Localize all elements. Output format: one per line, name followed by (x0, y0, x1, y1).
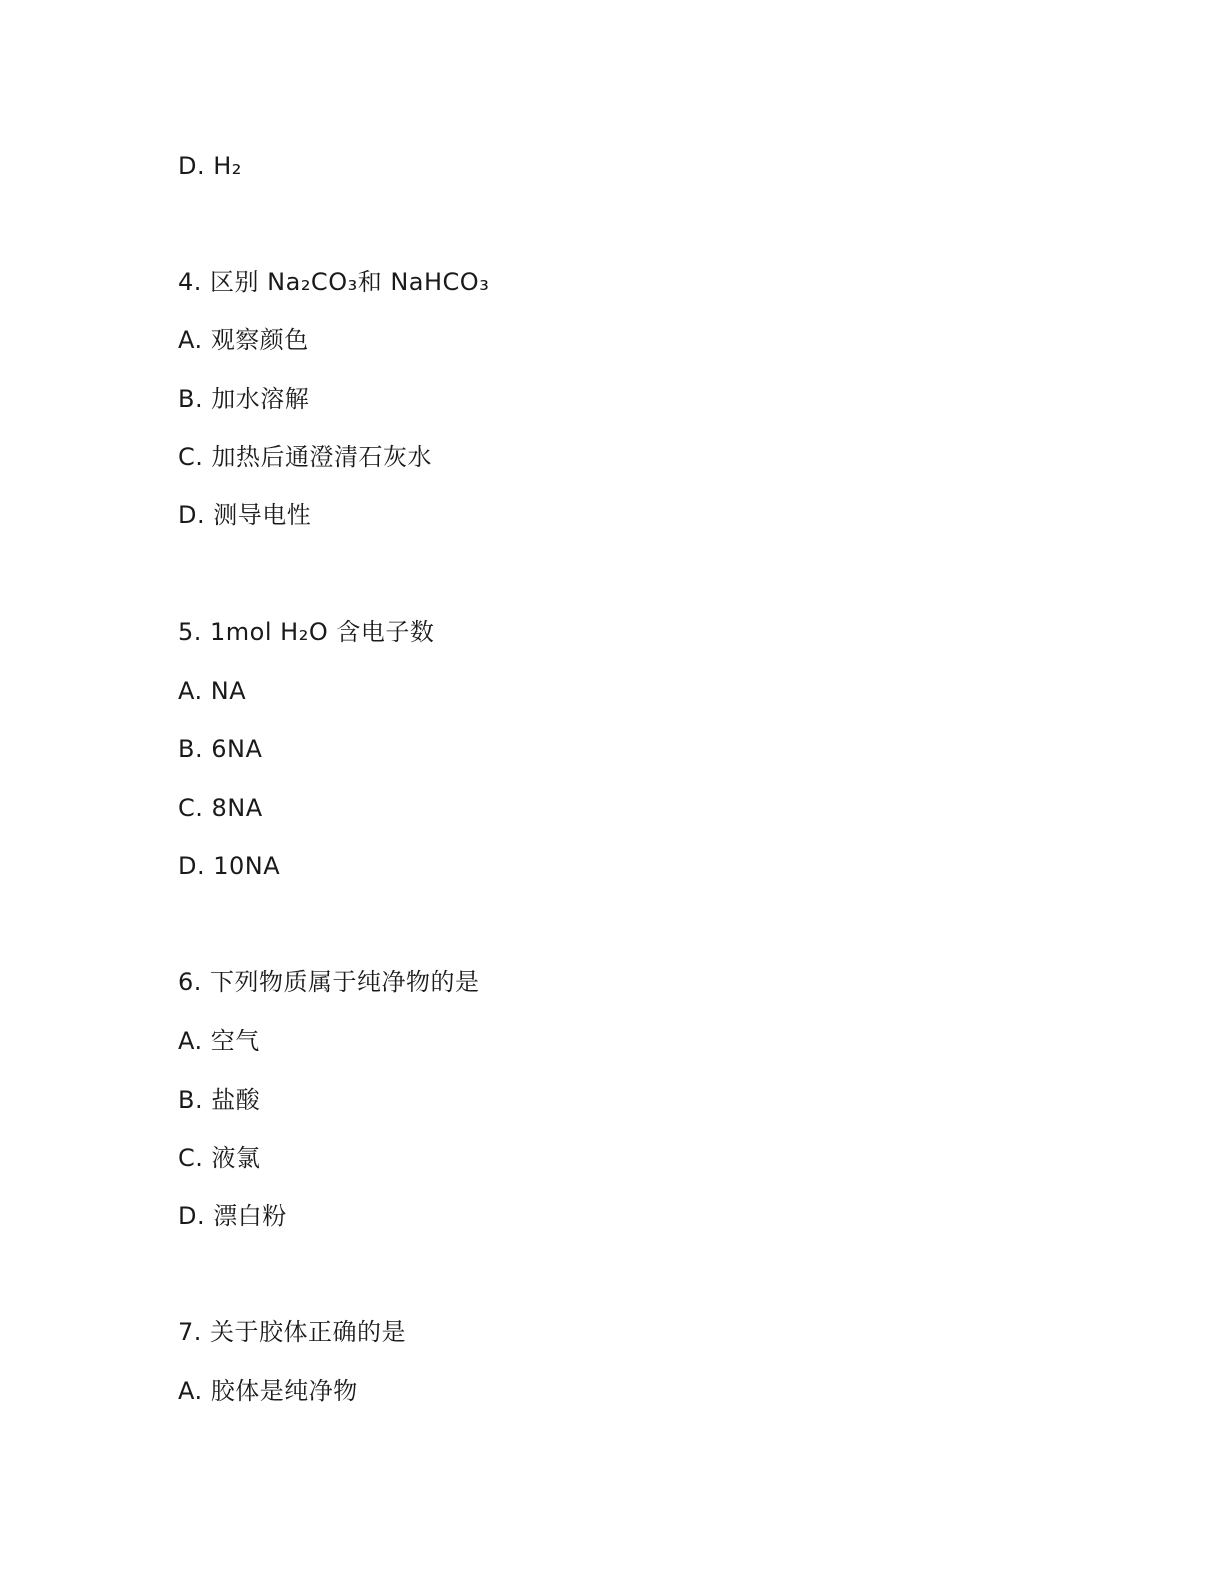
option-6b: B. 盐酸 (178, 1086, 261, 1114)
option-4a: A. 观察颜色 (178, 326, 309, 354)
option-5c: C. 8NA (178, 794, 263, 822)
option-4c: C. 加热后通澄清石灰水 (178, 443, 433, 471)
question-4: 4. 区别 Na₂CO₃和 NaHCO₃ (178, 268, 490, 296)
question-5: 5. 1mol H₂O 含电子数 (178, 618, 435, 646)
option-3d: D. H₂ (178, 152, 242, 180)
option-6c: C. 液氯 (178, 1144, 261, 1172)
option-5a: A. NA (178, 677, 247, 705)
option-6d: D. 漂白粉 (178, 1202, 287, 1230)
question-7: 7. 关于胶体正确的是 (178, 1318, 407, 1346)
question-6: 6. 下列物质属于纯净物的是 (178, 968, 480, 996)
option-6a: A. 空气 (178, 1027, 260, 1055)
option-7a: A. 胶体是纯净物 (178, 1377, 358, 1405)
option-5b: B. 6NA (178, 735, 263, 763)
option-5d: D. 10NA (178, 852, 281, 880)
option-4d: D. 测导电性 (178, 501, 312, 529)
option-4b: B. 加水溶解 (178, 385, 310, 413)
